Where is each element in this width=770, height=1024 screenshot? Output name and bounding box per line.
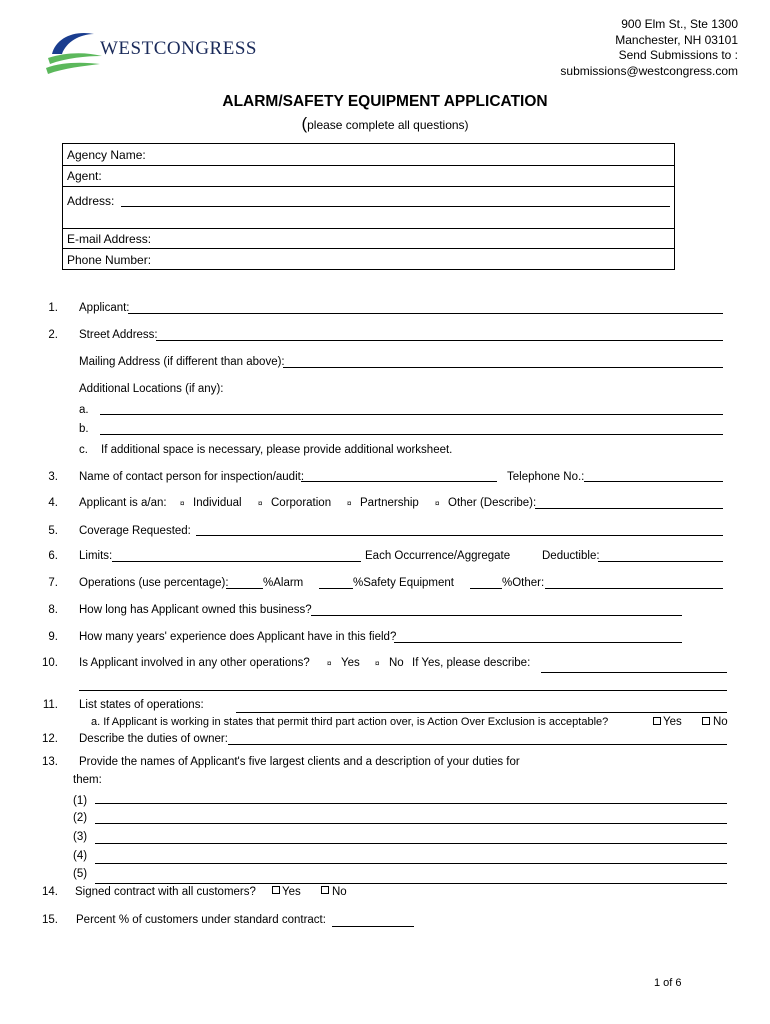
action-over-yes-checkbox[interactable]: [653, 717, 661, 725]
agency-info-box: [62, 143, 675, 270]
safety-equipment-label: %Safety Equipment: [353, 577, 455, 589]
q10-label: Is Applicant involved in any other operations?: [79, 657, 310, 669]
limits-field[interactable]: [112, 561, 361, 562]
location-b-field[interactable]: [100, 434, 723, 435]
telephone-field[interactable]: [584, 481, 723, 482]
other-radio[interactable]: ¤: [435, 499, 440, 508]
address-field[interactable]: [121, 206, 670, 207]
q10-describe-label: If Yes, please describe:: [412, 657, 531, 669]
other-operations-describe-field-2[interactable]: [79, 690, 727, 691]
q15-label: Percent % of customers under standard contract:: [76, 914, 326, 926]
q4-label: Applicant is a/an:: [79, 497, 167, 509]
q6-label: Limits:: [79, 550, 113, 562]
client-1-label: (1): [73, 795, 88, 807]
action-over-no-label: No: [713, 716, 728, 728]
q8-number: 8.: [48, 604, 58, 616]
client-3-field[interactable]: [95, 843, 727, 844]
location-a-field[interactable]: [100, 414, 723, 415]
q3-label: Name of contact person for inspection/audit:: [79, 471, 305, 483]
q12-number: 12.: [42, 733, 58, 745]
address-label: Address:: [67, 194, 115, 208]
location-b-label: b.: [79, 423, 89, 435]
q7-number: 7.: [48, 577, 58, 589]
action-over-no-checkbox[interactable]: [702, 717, 710, 725]
logo-swoosh-icon: [44, 28, 104, 76]
agent-label: Agent:: [67, 169, 102, 183]
deductible-field[interactable]: [598, 561, 723, 562]
other-percent-field[interactable]: [470, 588, 502, 589]
other-describe-field[interactable]: [535, 508, 723, 509]
corporation-label: Corporation: [271, 497, 332, 509]
other-describe-label: Other (Describe):: [448, 497, 537, 509]
q9-number: 9.: [48, 631, 58, 643]
other-percent-label: %Other:: [502, 577, 545, 589]
q13-label-continued: them:: [73, 774, 102, 786]
individual-radio[interactable]: ¤: [180, 499, 185, 508]
action-over-yes-label: Yes: [663, 716, 682, 728]
agency-name-label: Agency Name:: [67, 148, 146, 162]
q10-no-radio[interactable]: ¤: [375, 659, 380, 668]
deductible-label: Deductible:: [542, 550, 600, 562]
q6-number: 6.: [48, 550, 58, 562]
q2-number: 2.: [48, 329, 58, 341]
client-5-field[interactable]: [95, 883, 727, 884]
alarm-label: %Alarm: [263, 577, 304, 589]
applicant-field[interactable]: [128, 313, 723, 314]
signed-contract-no-label: No: [332, 886, 347, 898]
signed-contract-yes-checkbox[interactable]: [272, 886, 280, 894]
q5-number: 5.: [48, 525, 58, 537]
client-2-field[interactable]: [95, 823, 727, 824]
email-label: E-mail Address:: [67, 232, 152, 246]
submission-email: submissions@westcongress.com: [560, 63, 738, 78]
mailing-address-label: Mailing Address (if different than above):: [79, 356, 285, 368]
client-1-field[interactable]: [95, 803, 727, 804]
client-4-field[interactable]: [95, 863, 727, 864]
q13-label: Provide the names of Applicant's five largest clients and a description of your duties for: [79, 756, 520, 768]
logo-text: WESTCONGRESS: [100, 38, 257, 59]
other-operations-field[interactable]: [545, 588, 723, 589]
company-logo: [44, 28, 259, 76]
q10-yes-label: Yes: [341, 657, 360, 669]
address-line-2: Manchester, NH 03101: [615, 32, 738, 47]
contact-person-field[interactable]: [301, 481, 497, 482]
form-subtitle: (please complete all questions): [301, 114, 469, 133]
form-title: ALARM/SAFETY EQUIPMENT APPLICATION: [222, 93, 548, 110]
company-address: [560, 17, 738, 79]
alarm-percent-field[interactable]: [226, 588, 263, 589]
location-a-label: a.: [79, 404, 89, 416]
signed-contract-no-checkbox[interactable]: [321, 886, 329, 894]
q3-number: 3.: [48, 471, 58, 483]
q10-yes-radio[interactable]: ¤: [327, 659, 332, 668]
address-line-1: 900 Elm St., Ste 1300: [621, 17, 738, 31]
safety-percent-field[interactable]: [319, 588, 353, 589]
q1-label: Applicant:: [79, 302, 130, 314]
q14-number: 14.: [42, 886, 58, 898]
client-4-label: (4): [73, 850, 88, 862]
client-3-label: (3): [73, 831, 88, 843]
q2-label: Street Address:: [79, 329, 158, 341]
each-occurrence-label: Each Occurrence/Aggregate: [365, 550, 511, 562]
additional-locations-label: Additional Locations (if any):: [79, 383, 224, 395]
address-line-3: Send Submissions to :: [618, 48, 738, 62]
q12-label: Describe the duties of owner:: [79, 733, 228, 745]
q1-number: 1.: [48, 302, 58, 314]
q9-label: How many years' experience does Applicant have in this field?: [79, 631, 397, 643]
coverage-requested-field[interactable]: [196, 535, 723, 536]
q11-a-text: a. If Applicant is working in states that permit third part action over, is Action Over Exclusion is acceptable?: [91, 716, 609, 728]
q8-label: How long has Applicant owned this business?: [79, 604, 312, 616]
experience-field[interactable]: [394, 642, 682, 643]
states-operations-field[interactable]: [236, 712, 727, 713]
q7-label: Operations (use percentage):: [79, 577, 229, 589]
q11-number: 11.: [42, 699, 58, 711]
corporation-radio[interactable]: ¤: [258, 499, 263, 508]
individual-label: Individual: [193, 497, 242, 509]
phone-label: Phone Number:: [67, 253, 152, 267]
location-c-label: c.: [79, 444, 88, 456]
client-5-label: (5): [73, 868, 88, 880]
telephone-label: Telephone No.:: [507, 471, 585, 483]
mailing-address-field[interactable]: [283, 367, 723, 368]
q14-label: Signed contract with all customers?: [75, 886, 256, 898]
q11-label: List states of operations:: [79, 699, 204, 711]
client-2-label: (2): [73, 812, 88, 824]
partnership-label: Partnership: [360, 497, 419, 509]
page-number: 1 of 6: [654, 977, 682, 989]
q4-number: 4.: [48, 497, 58, 509]
owner-duties-field[interactable]: [228, 744, 727, 745]
signed-contract-yes-label: Yes: [282, 886, 301, 898]
business-owned-field[interactable]: [311, 615, 682, 616]
partnership-radio[interactable]: ¤: [347, 499, 352, 508]
q15-number: 15.: [42, 914, 58, 926]
q5-label: Coverage Requested:: [79, 525, 191, 537]
standard-contract-percent-field[interactable]: [332, 926, 414, 927]
q13-number: 13.: [42, 756, 58, 768]
location-c-text: If additional space is necessary, please provide additional worksheet.: [101, 444, 453, 456]
q10-no-label: No: [389, 657, 404, 669]
street-address-field[interactable]: [156, 340, 723, 341]
q10-number: 10.: [42, 657, 58, 669]
other-operations-describe-field[interactable]: [541, 672, 727, 673]
